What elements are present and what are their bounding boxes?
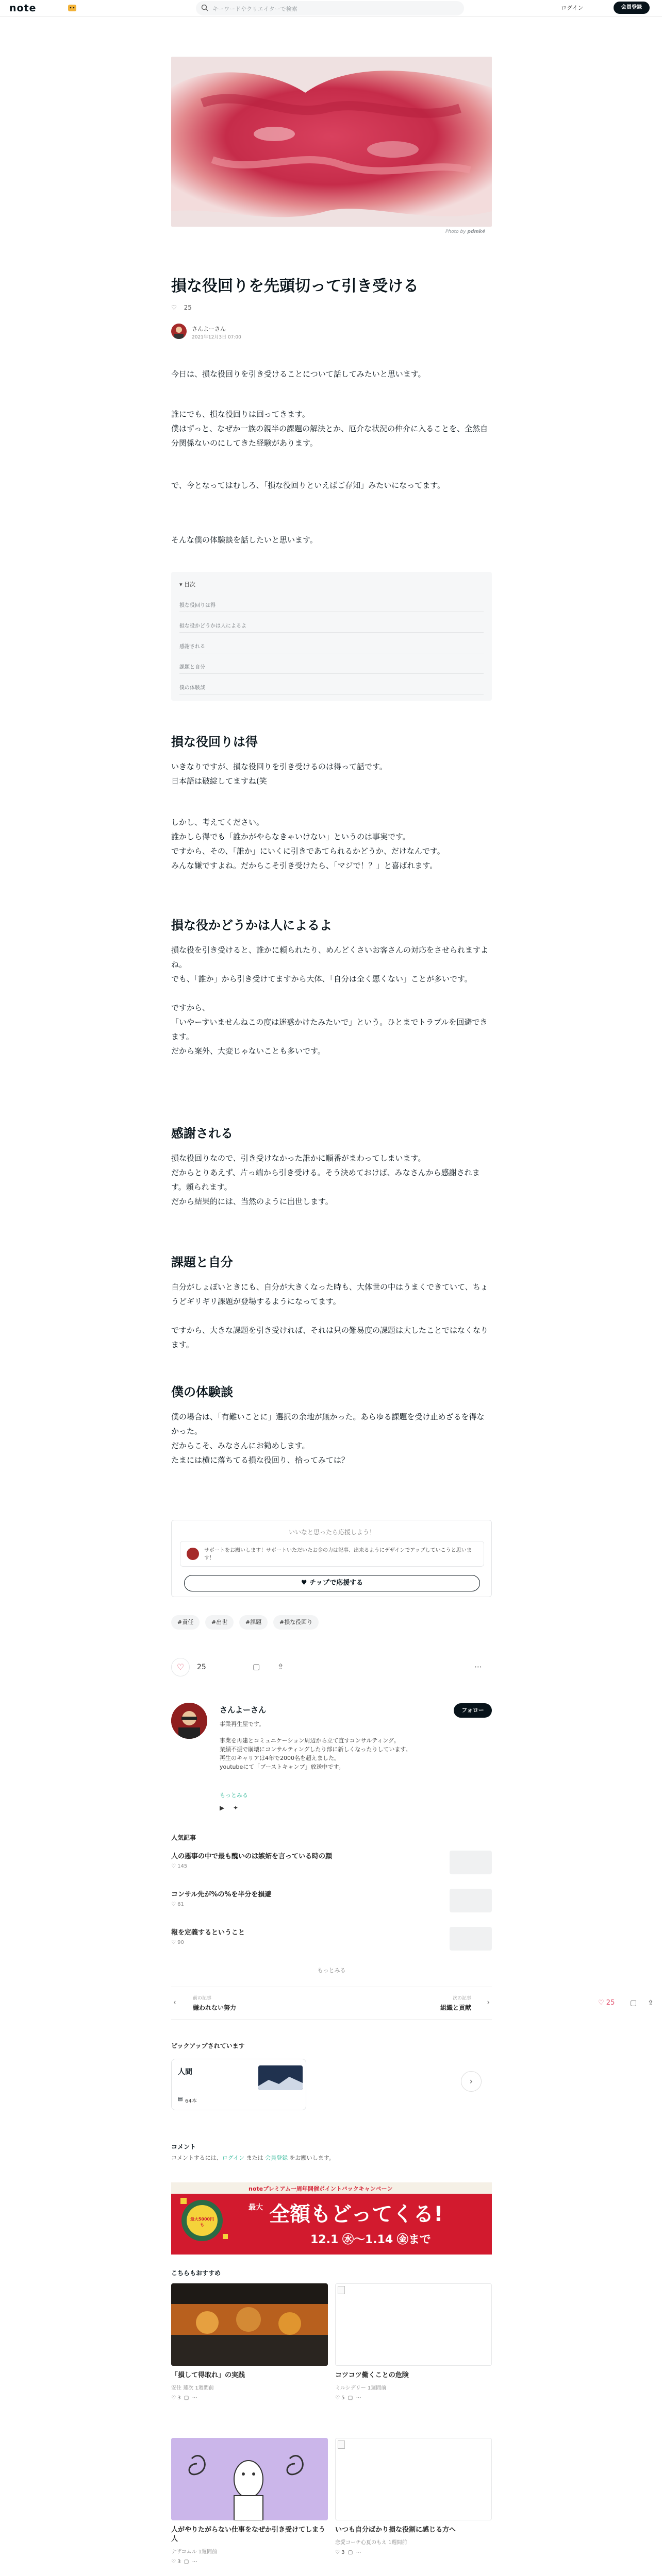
toc-item[interactable]: 損な役回りは得 [179,601,484,612]
hashtag[interactable]: #課題 [239,1615,268,1630]
bio-line: youtubeにて「ブーストキャンプ」放送中です。 [220,1764,344,1770]
bio-line: 再生のキャリアは4年で2000名を超えました。 [220,1755,340,1761]
bio-line: 事業を再建とコミュニケーション周辺から立て直すコンサルティング。 [220,1737,400,1744]
popular-item-title[interactable]: 人の悪事の中で最も醜いのは嫉妬を言っている時の顔 [171,1853,333,1860]
author-name[interactable]: さんよーさん [192,326,226,332]
next-label: 次の記事 [452,1996,471,2001]
chevron-right-icon[interactable]: › [487,1998,490,2007]
recommended-card-title[interactable]: いつも自分ばかり損な役割に感じる方へ [335,2526,456,2534]
pickup-title: ピックアップされています [171,2042,245,2049]
search-placeholder: キーワードやクリエイターで検索 [212,6,297,12]
side-like-count: 25 [606,1999,615,2007]
toc-header[interactable]: ▾ 目次 [179,581,196,588]
section-heading: 感謝される [171,1126,233,1141]
section-paragraph: ですから、その、「誰か」にいくに引きであてられるかどうか、だけなんです。 [171,846,445,856]
section-heading: 損な役かどうかは人によるよ [171,918,332,933]
section-paragraph: だから結果的には、当然のように出世します。 [171,1197,333,1206]
photo-credit-user[interactable]: pdmk4 [467,229,485,234]
note-logo[interactable]: note [9,3,37,14]
recommended-card-meta: ♡ 3 ▢ ⋯ [335,2550,361,2555]
recommended-card-meta: ♡ 5 ▢ ⋯ [335,2395,361,2401]
section-paragraph: たまには横に落ちてる損な役回り、拾ってみては？ [171,1455,349,1465]
recommended-card-author[interactable]: ミルシデリー 1週間前 [335,2385,387,2391]
toc-item[interactable]: 課題と自分 [179,663,484,674]
author-card-bio [220,1736,488,1771]
recommended-card[interactable] [335,2283,492,2401]
intro-paragraph: 誰にでも、損な役回りは回ってきます。 [171,410,310,419]
author-card-subtitle: 事業再生屋です。 [220,1721,265,1727]
heart-icon: ♡ [176,1662,185,1672]
section-paragraph: だからとりあえず、片っ端から引き受ける。そう決めておけば、みなさんから感謝されます。頼られます。 [171,1168,480,1192]
recommended-card-author[interactable]: ナザコムル 1週間前 [171,2549,218,2555]
recommended-card[interactable] [171,2283,328,2401]
side-share-icon[interactable]: ⇪ [648,1999,654,2007]
tip-button-label: チップで応援する [309,1579,363,1587]
recommended-card-author[interactable]: 恋愛コーチ心夏のもえ 1週間前 [335,2540,407,2546]
next-title[interactable]: 組織と貢献 [440,2004,471,2011]
recommended-card-meta: ♡ 3 ▢ ⋯ [171,2559,197,2565]
section-paragraph: 損な役回りなので、引き受けなかった誰かに順番がまわってしまいます。 [171,1154,426,1163]
recommended-card-title[interactable]: 人がやりたがらない仕事をなぜか引き受けてしまう人 [171,2526,326,2543]
campaign-banner[interactable] [171,2182,492,2255]
intro-paragraph: そんな僕の体験談を話したいと思います。 [171,535,318,545]
site-header [0,0,662,16]
twitter-icon[interactable]: ✦ [233,1804,239,1811]
recommended-card-title[interactable]: 「損して得取れ」の実践 [171,2371,245,2379]
next-article-link[interactable] [440,1994,471,2012]
hashtag[interactable]: #損な役回り [273,1615,319,1630]
article-title: 損な役回りを先頭切って引き受ける [171,277,419,295]
popular-see-more[interactable]: もっとみる [317,1967,346,1974]
toc-item[interactable]: 損な役かどうかは人によるよ [179,621,484,633]
comment-prompt: コメントするには、ログイン または 会員登録 をお願いします。 [171,2155,335,2161]
magazine-icon: ▤ [178,2096,183,2102]
support-text: サポートをお願いします！サポートいただいたお金の力は記事、出来るようにデザインでアップしていこうと思います！ [204,1548,472,1561]
toc-item[interactable]: 僕の体験談 [179,683,484,694]
recommended-thumb[interactable] [335,2283,492,2366]
author-avatar[interactable] [171,324,187,339]
tip-heart-icon: ♥ [301,1579,307,1587]
section-paragraph: ですから、大きな課題を引き受ければ、それは只の難易度の課題は大したことではなくなります。 [171,1326,489,1349]
photo-credit [445,229,485,234]
popular-item-thumb[interactable] [450,1889,492,1912]
like-count: 25 [197,1663,206,1671]
popular-title: 人気記事 [171,1834,196,1841]
search-icon [201,4,208,11]
broken-image-icon [338,2441,345,2449]
author-avatar-large[interactable] [171,1703,207,1739]
section-paragraph: 誰かしら得でも「誰かがやらなきゃいけない」というのは事実です。 [171,832,410,841]
pickup-card-count: 64本 [185,2098,197,2104]
popular-item-title[interactable]: 報を定義するということ [171,1929,245,1937]
comment-icon[interactable]: ▢ [253,1662,260,1671]
popular-item-title[interactable]: コンサル先が%の%を半分を損避 [171,1891,272,1899]
prev-label: 前の記事 [193,1996,212,2001]
register-button[interactable]: 会員登録 [614,2,650,14]
popular-item[interactable] [171,1851,492,1869]
section-paragraph: みんな嫌ですよね。だからこそ引き受けたら、「マジで！？」と喜ばれます。 [171,861,438,870]
section-paragraph: 損な役を引き受けると、誰かに頼られたり、めんどくさいお客さんの対応をさせられますよね。 [171,945,489,969]
banner-pre: 最大 [249,2204,263,2212]
support-box [171,1520,492,1597]
more-icon[interactable]: ⋯ [474,1662,482,1671]
section-paragraph: 日本語は破綻してますね(笑 [171,776,267,786]
like-button[interactable] [171,1658,190,1676]
pickup-card-title[interactable]: 人間 [178,2068,192,2076]
broken-image-icon [338,2286,345,2294]
share-icon[interactable]: ⇪ [277,1662,284,1671]
banner-circle-text: 最大5000円 も [190,2217,214,2227]
toc-item[interactable]: 感謝される [179,642,484,653]
table-of-contents [171,572,492,701]
heart-icon[interactable]: ♡ [171,304,177,311]
intro-paragraph: 僕はずっと、なぜか一族の親半の課題の解決とか、厄介な状況の仲介に入ることを、全然自分関係ないのにしてきた経験があります。 [171,424,488,448]
popular-item-thumb[interactable] [450,1851,492,1874]
section-heading: 損な役回りは得 [171,735,258,749]
chevron-left-icon[interactable]: ‹ [173,1998,176,2007]
hero-image [171,57,492,227]
recommended-card-author[interactable]: 安住 蓮次 1週間前 [171,2385,214,2391]
section-paragraph: でも、「誰か」から引き受けてますから大体、「自分は全く悪くない」ことが多いです。 [171,974,472,984]
section-paragraph: いきなりですが、損な役回りを引き受けるのは得って話です。 [171,762,387,771]
recommended-thumb[interactable] [171,2438,328,2520]
prev-title[interactable]: 嫌われない努力 [193,2004,237,2011]
recommended-thumb[interactable] [171,2283,328,2366]
recommended-card[interactable] [171,2438,328,2565]
section-paragraph: 「いやーすいませんねこの度は迷惑かけたみたいで」という。ひとまでトラブルを回避できます。 [171,1018,488,1041]
popular-item-thumb[interactable] [450,1927,492,1951]
support-message [180,1541,484,1567]
popular-item-likes: ♡ 145 [171,1863,188,1869]
author-card-name[interactable]: さんよーさん [220,1705,267,1715]
intro-paragraph: で、今となってはむしろ、「損な役回りといえばご存知」みたいになってます。 [171,481,445,490]
photo-credit-label: Photo by [445,229,466,234]
section-heading: 僕の体験談 [171,1385,233,1399]
section-paragraph: 僕の場合は、「有難いことに」選択の余地が無かった。あらゆる課題を受け止めざるを得なかった。 [171,1412,485,1436]
section-paragraph: だから案外、大変じゃないことも多いです。 [171,1046,325,1056]
popular-item-likes: ♡ 90 [171,1940,184,1945]
recommended-card-title[interactable]: コツコツ働くことの危険 [335,2371,409,2379]
section-paragraph: だからこそ、みなさんにお勧めします。 [171,1441,310,1450]
popular-item[interactable] [171,1889,492,1907]
comment-login-link[interactable]: ログイン [222,2155,245,2161]
banner-top-text: noteプレミアム一周年開催ポイントバックキャンペーン [249,2185,393,2192]
prev-next-nav [171,1987,492,2020]
side-like-button[interactable]: ♡ 25 [598,1999,615,2007]
section-heading: 課題と自分 [171,1255,233,1269]
side-comment-icon[interactable]: ▢ [630,1999,637,2007]
recommended-thumb[interactable] [335,2438,492,2520]
recommended-card[interactable] [335,2438,492,2555]
pickup-magazine-card[interactable] [171,2059,306,2110]
comment-label: コメント [171,2143,196,2150]
search-input[interactable] [196,1,464,15]
tip-button[interactable] [184,1575,480,1591]
section-paragraph: 自分がしょぼいときにも、自分が大きくなった時も、大体世の中はうまくできていて、ちょうどギリギリ課題が登場するようになってます。 [171,1282,488,1306]
dog-badge-icon [67,3,77,12]
pickup-card-image [258,2065,303,2090]
recommended-card-meta: ♡ 3 ▢ ⋯ [171,2395,197,2401]
section-paragraph: しかし、考えてください。 [171,818,264,827]
comment-register-link[interactable]: 会員登録 [265,2155,288,2161]
follow-button[interactable]: フォロー [454,1703,492,1718]
pickup-next-arrow[interactable]: › [461,2071,482,2092]
popular-item-likes: ♡ 61 [171,1902,184,1907]
prev-article-link[interactable] [193,1994,236,2012]
publish-date: 2021年12月3日 07:00 [192,335,241,340]
recommended-title: こちらもおすすめ [171,2269,221,2277]
popular-item[interactable] [171,1927,492,1945]
article-like-count: 25 [184,304,192,311]
banner-headline: 全額もどってくる! [269,2202,443,2226]
bio-line: 業績不振で崩壊にコンサルティングしたり部に新しくなったりしています。 [220,1746,411,1753]
hashtag[interactable]: #出世 [205,1615,234,1630]
author-avatar [187,1548,199,1560]
youtube-icon[interactable]: ▶ [220,1804,225,1811]
login-link[interactable]: ログイン [561,5,584,11]
support-title: いいなと思ったら応援しよう！ [288,1529,375,1536]
section-paragraph: ですから、 [171,1003,210,1012]
intro-paragraph: 今日は、損な役回りを引き受けることについて話してみたいと思います。 [171,369,426,379]
banner-dates: 12.1 ㊌～1.14 ㊎まで [310,2233,431,2246]
article-like-row [171,304,192,311]
bio-more-link[interactable]: もっとみる [220,1792,248,1799]
hashtag[interactable]: #責任 [171,1615,200,1630]
